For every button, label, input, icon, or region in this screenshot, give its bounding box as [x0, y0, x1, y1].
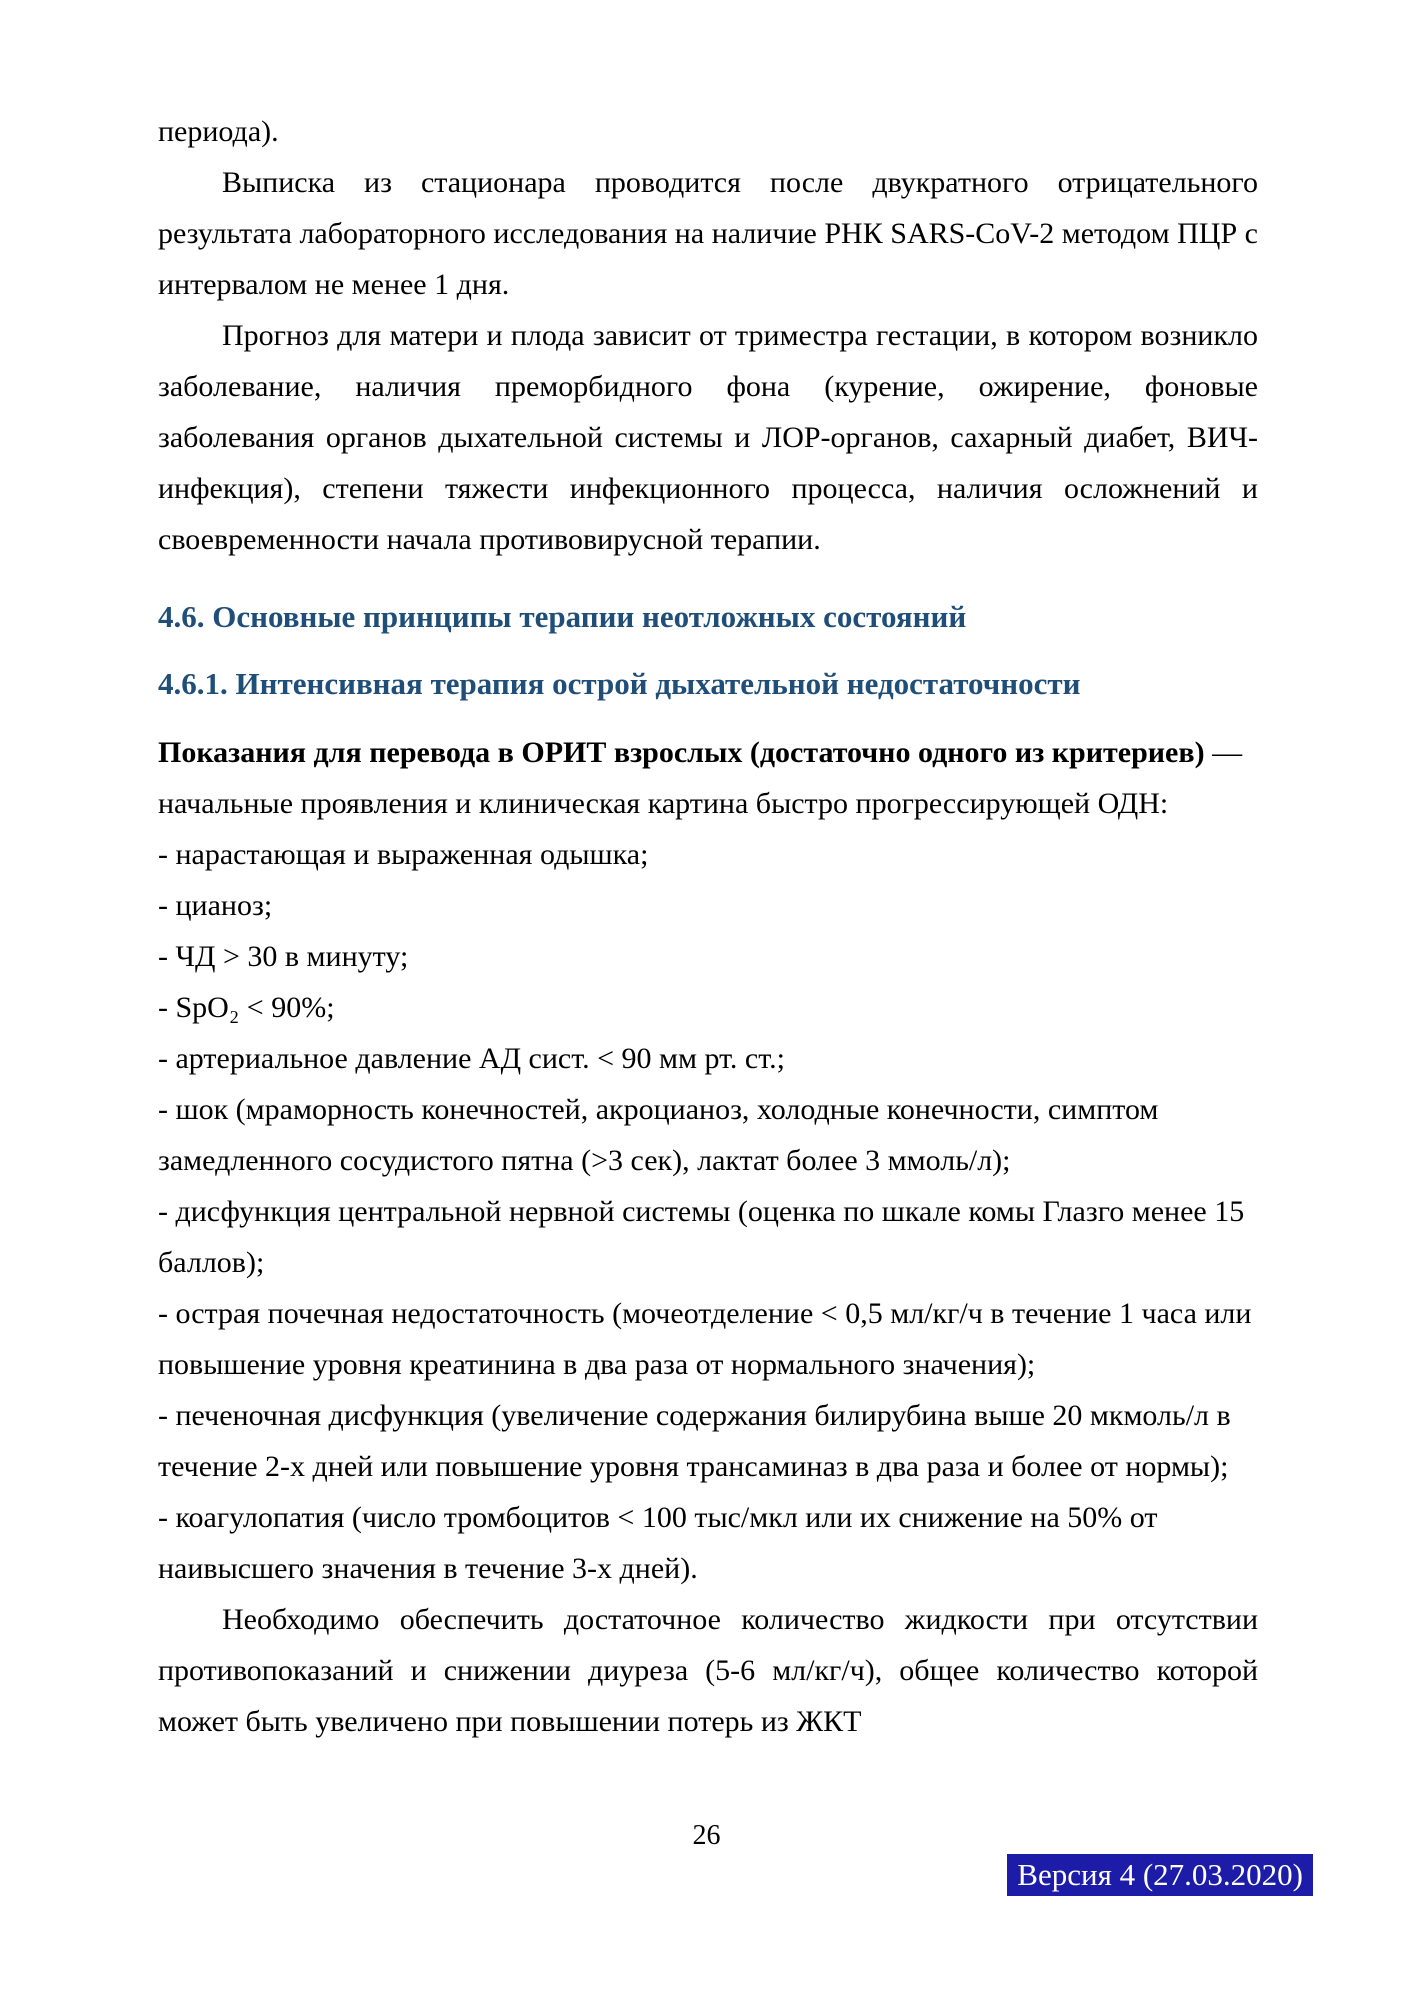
- paragraph-icu-indications: [158, 727, 1258, 829]
- criteria-list-item: - острая почечная недостаточность (мочеотделение < 0,5 мл/кг/ч в течение 1 часа или повышение уровня креатинина в два раза от нормального значения);: [158, 1297, 1252, 1381]
- paragraph-continuation: периода).: [158, 115, 279, 148]
- criteria-list-item: - шок (мраморность конечностей, акроцианоз, холодные конечности, симптом замедленного сосудистого пятна (>3 сек), лактат более 3 ммоль/л);: [158, 1093, 1159, 1177]
- criteria-list: [158, 829, 1258, 1594]
- criteria-list-item: - артериальное давление АД сист. < 90 мм рт. ст.;: [158, 1042, 785, 1075]
- icu-indications-bold-text: Показания для перевода в ОРИТ взрослых (достаточно одного из критериев): [158, 736, 1205, 769]
- criteria-list-item: - цианоз;: [158, 889, 273, 922]
- criteria-list-item: - дисфункция центральной нервной системы (оценка по шкале комы Глазго менее 15 баллов);: [158, 1195, 1245, 1279]
- paragraph-fluid-management: Необходимо обеспечить достаточное количество жидкости при отсутствии противопоказаний и снижении диуреза (5-6 мл/кг/ч), общее количество которой может быть увеличено при повышении потерь из ЖКТ: [158, 1603, 1258, 1738]
- icu-indications-regular-text: — начальные проявления и клиническая картина быстро прогрессирующей ОДН:: [158, 736, 1243, 820]
- criteria-list-item: - нарастающая и выраженная одышка;: [158, 838, 649, 871]
- section-heading-4-6-1: 4.6.1. Интенсивная терапия острой дыхательной недостаточности: [158, 666, 1081, 701]
- version-badge: Версия 4 (27.03.2020): [1007, 1854, 1313, 1896]
- paragraph-discharge: Выписка из стационара проводится после двукратного отрицательного результата лабораторного исследования на наличие РНК SARS-CoV-2 методом ПЦР с интервалом не менее 1 дня.: [158, 166, 1258, 301]
- section-heading-4-6: 4.6. Основные принципы терапии неотложных состояний: [158, 599, 967, 634]
- criteria-list-item: - ЧД > 30 в минуту;: [158, 940, 409, 973]
- paragraph-prognosis: Прогноз для матери и плода зависит от триместра гестации, в котором возникло заболевание, наличия преморбидного фона (курение, ожирение, фоновые заболевания органов дыхательной системы и ЛОР-органов, сахарный диабет, ВИЧ-инфекция), степени тяжести инфекционного процесса, наличия осложнений и своевременности начала противовирусной терапии.: [158, 319, 1258, 556]
- criteria-list-item: - печеночная дисфункция (увеличение содержания билирубина выше 20 мкмоль/л в течение 2-х дней или повышение уровня трансаминаз в два раза и более от нормы);: [158, 1399, 1231, 1483]
- criteria-list-item: - коагулопатия (число тромбоцитов < 100 тыс/мкл или их снижение на 50% от наивысшего значения в течение 3-х дней).: [158, 1501, 1158, 1585]
- page-number: 26: [692, 1820, 721, 1851]
- criteria-list-item: - SpO₂ < 90%;: [158, 991, 335, 1024]
- page-content: [158, 106, 1258, 1747]
